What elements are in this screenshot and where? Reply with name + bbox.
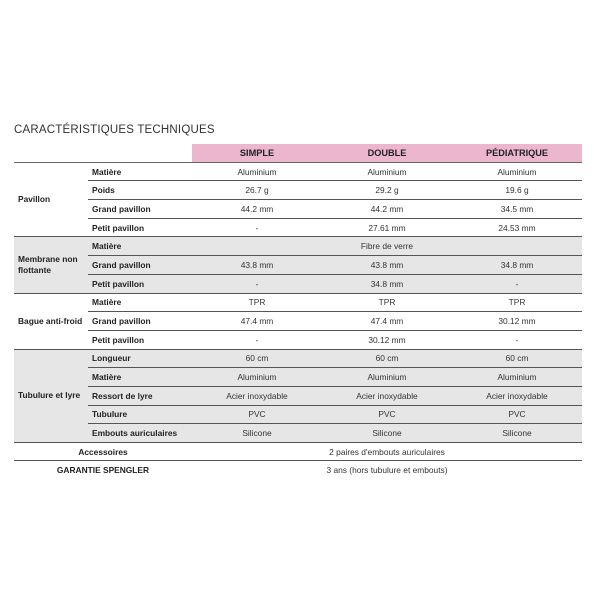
cell: 30.12 mm (452, 312, 582, 331)
row-label: Petit pavillon (88, 218, 192, 237)
row-label: Grand pavillon (88, 312, 192, 331)
cell: PVC (192, 405, 322, 424)
cell: 44.2 mm (322, 200, 452, 219)
row-label: Embouts auriculaires (88, 424, 192, 443)
garantie-row (14, 461, 582, 479)
cell: - (192, 330, 322, 349)
cell: TPR (452, 293, 582, 312)
cell: Aluminium (192, 368, 322, 387)
group-membrane (14, 237, 582, 293)
column-header-pediatrique: PÉDIATRIQUE (452, 144, 582, 162)
cell: Acier inoxydable (452, 386, 582, 405)
cell: Aluminium (322, 162, 452, 181)
footer-rows (14, 443, 582, 479)
cell: Acier inoxydable (192, 386, 322, 405)
group-label: Membrane non flottante (14, 237, 88, 293)
column-header-double: DOUBLE (322, 144, 452, 162)
cell: 60 cm (322, 349, 452, 368)
row-label: Grand pavillon (88, 256, 192, 275)
group-label: Bague anti-froid (14, 293, 88, 349)
cell: - (192, 274, 322, 293)
table-row (14, 349, 582, 368)
garantie-value: 3 ans (hors tubulure et embouts) (192, 461, 582, 479)
table-row (14, 368, 582, 387)
header-blank (14, 144, 88, 162)
table-row (14, 293, 582, 312)
cell: 44.2 mm (192, 200, 322, 219)
cell-merged: Fibre de verre (192, 237, 582, 256)
column-header-simple: SIMPLE (192, 144, 322, 162)
cell: 29.2 g (322, 181, 452, 200)
row-label: Matière (88, 293, 192, 312)
table-row (14, 405, 582, 424)
group-bague (14, 293, 582, 349)
cell: Aluminium (452, 162, 582, 181)
group-pavillon (14, 162, 582, 237)
header-blank (88, 144, 192, 162)
header-row (14, 144, 582, 162)
table-row (14, 330, 582, 349)
group-label: Pavillon (14, 162, 88, 237)
table-row (14, 237, 582, 256)
table-row (14, 274, 582, 293)
cell: 34.8 mm (452, 256, 582, 275)
row-label: Petit pavillon (88, 330, 192, 349)
row-label: Longueur (88, 349, 192, 368)
cell: 26.7 g (192, 181, 322, 200)
table-row (14, 424, 582, 443)
group-label: Tubulure et lyre (14, 349, 88, 442)
accessoires-label: Accessoires (14, 443, 192, 461)
cell: 47.4 mm (192, 312, 322, 331)
cell: TPR (322, 293, 452, 312)
row-label: Tubulure (88, 405, 192, 424)
cell: Aluminium (322, 368, 452, 387)
table-row (14, 256, 582, 275)
group-tubulure (14, 349, 582, 442)
cell: Acier inoxydable (322, 386, 452, 405)
cell: 47.4 mm (322, 312, 452, 331)
cell: 24.53 mm (452, 218, 582, 237)
cell: - (452, 330, 582, 349)
cell: 34.8 mm (322, 274, 452, 293)
cell: TPR (192, 293, 322, 312)
cell: Silicone (322, 424, 452, 443)
page-title: CARACTÉRISTIQUES TECHNIQUES (14, 124, 215, 136)
cell: Aluminium (452, 368, 582, 387)
cell: - (192, 218, 322, 237)
accessoires-value: 2 paires d'embouts auriculaires (192, 443, 582, 461)
row-label: Matière (88, 237, 192, 256)
garantie-label: GARANTIE SPENGLER (14, 461, 192, 479)
row-label: Grand pavillon (88, 200, 192, 219)
spec-table (14, 144, 582, 478)
cell: 34.5 mm (452, 200, 582, 219)
row-label: Matière (88, 368, 192, 387)
row-label: Matière (88, 162, 192, 181)
row-label: Poids (88, 181, 192, 200)
cell: PVC (322, 405, 452, 424)
row-label: Ressort de lyre (88, 386, 192, 405)
table-row (14, 181, 582, 200)
cell: 19.6 g (452, 181, 582, 200)
cell: 27.61 mm (322, 218, 452, 237)
cell: 43.8 mm (322, 256, 452, 275)
cell: 43.8 mm (192, 256, 322, 275)
cell: Silicone (452, 424, 582, 443)
cell: - (452, 274, 582, 293)
table-row (14, 200, 582, 219)
cell: PVC (452, 405, 582, 424)
accessoires-row (14, 443, 582, 461)
table-row (14, 312, 582, 331)
table-row (14, 162, 582, 181)
table-row (14, 218, 582, 237)
cell: Aluminium (192, 162, 322, 181)
cell: 60 cm (452, 349, 582, 368)
cell: 30.12 mm (322, 330, 452, 349)
table-row (14, 386, 582, 405)
cell: Silicone (192, 424, 322, 443)
cell: 60 cm (192, 349, 322, 368)
row-label: Petit pavillon (88, 274, 192, 293)
